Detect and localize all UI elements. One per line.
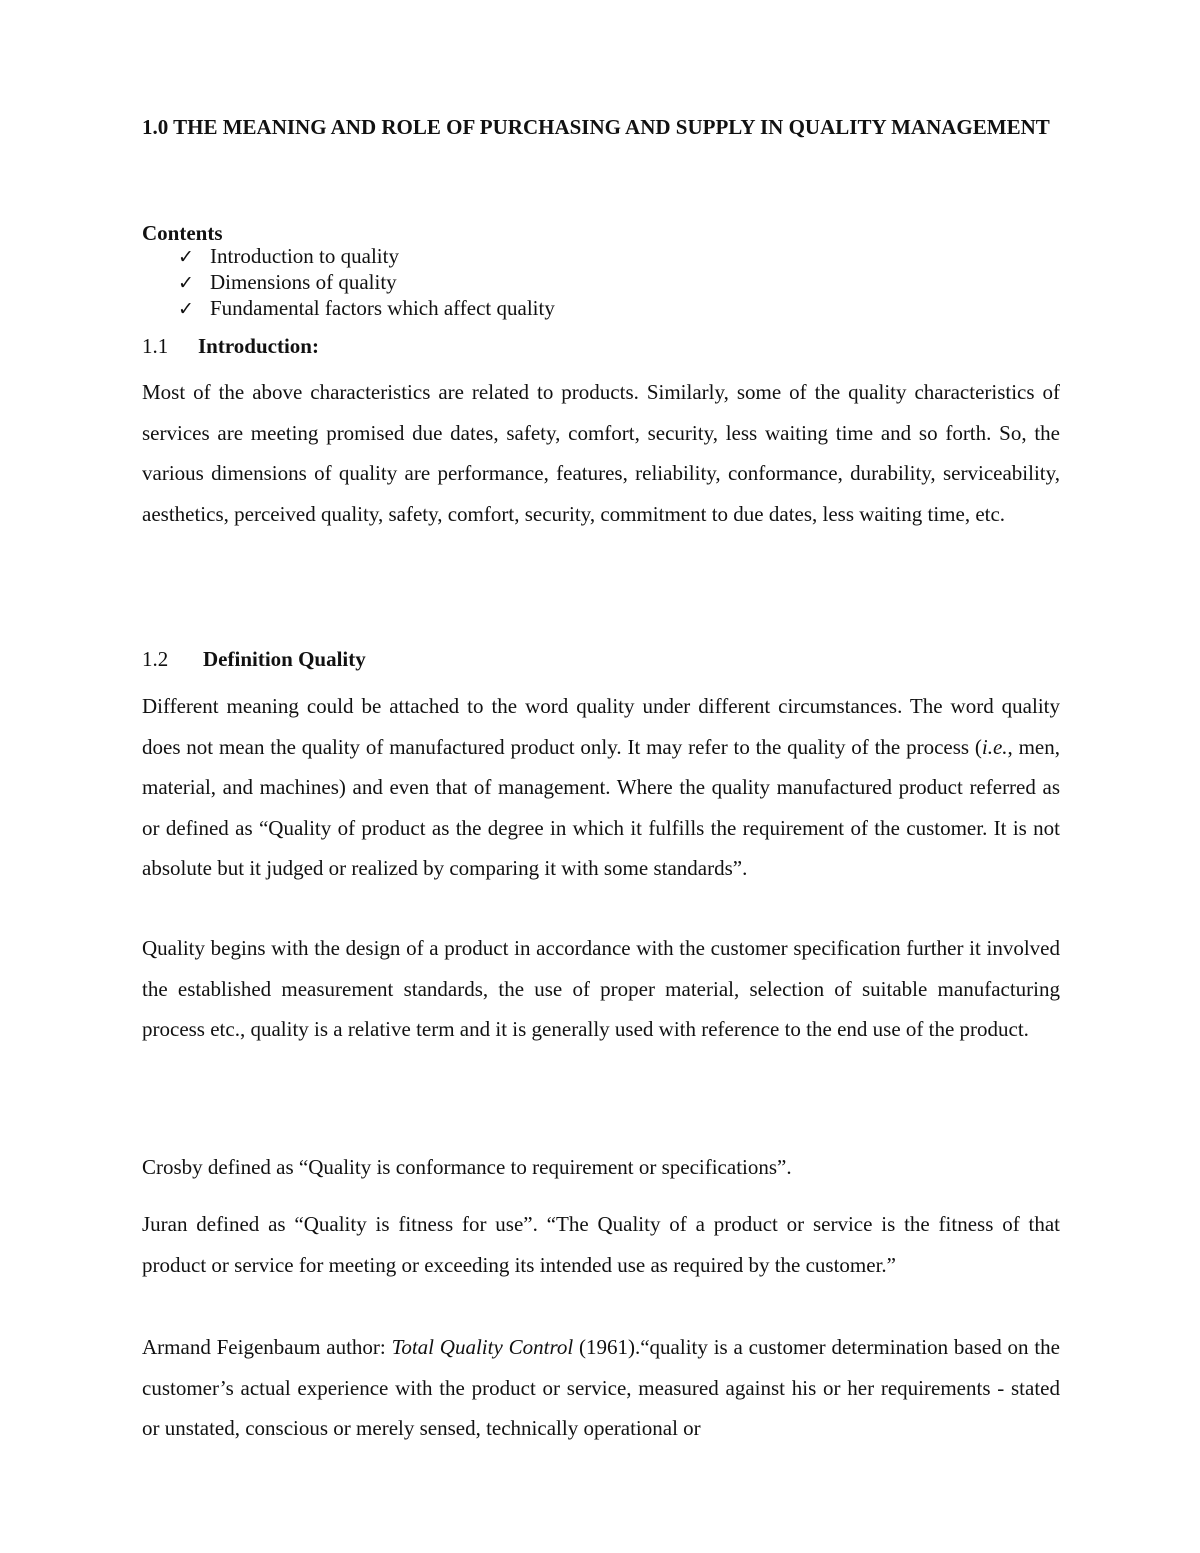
definition-text-end: , men, material, and machines) and even that of management. Where the quality manufactured product referred as or defined as “Quality of product as the degree in which it fulfills the requirement of the customer. It is not absolute but it judged or realized by comparing it with some standards”. bbox=[142, 734, 1061, 880]
definition-text-italic: i.e. bbox=[981, 734, 1008, 759]
definition-paragraph bbox=[142, 686, 1060, 889]
contents-item-label: Dimensions of quality bbox=[210, 270, 397, 294]
section-1-1-heading bbox=[142, 333, 319, 359]
section-1-2-heading bbox=[142, 646, 366, 672]
contents-list bbox=[178, 244, 555, 322]
book-title: Total Quality Control bbox=[391, 1335, 574, 1359]
document-title: 1.0 THE MEANING AND ROLE OF PURCHASING AND SUPPLY IN QUALITY MANAGEMENT bbox=[142, 115, 1050, 139]
crosby-definition: Crosby defined as “Quality is conformance to requirement or specifications”. bbox=[142, 1155, 792, 1179]
section-title: Introduction: bbox=[198, 334, 319, 358]
contents-item bbox=[178, 270, 555, 296]
check-icon: ✓ bbox=[178, 273, 194, 294]
feigenbaum-text-end: (1961).“quality is a customer determination based on the customer’s actual experience with the product or service, measured against his or her requirements - stated or unstated, conscious or merely sensed, technically operational or bbox=[142, 1335, 1060, 1440]
section-title: Definition Quality bbox=[203, 647, 366, 671]
check-icon: ✓ bbox=[178, 247, 194, 268]
feigenbaum-definition bbox=[142, 1327, 1060, 1449]
check-icon: ✓ bbox=[178, 299, 194, 320]
section-number: 1.1 bbox=[142, 334, 169, 358]
feigenbaum-text-start: Armand Feigenbaum author: bbox=[142, 1335, 392, 1359]
contents-item bbox=[178, 296, 555, 322]
introduction-paragraph: Most of the above characteristics are related to products. Similarly, some of the quality characteristics of services are meeting promised due dates, safety, comfort, security, less waiting time and so forth. So, the various dimensions of quality are performance, features, reliability, conformance, durability, serviceability, aesthetics, perceived quality, safety, comfort, security, commitment to due dates, less waiting time, etc. bbox=[142, 380, 1060, 526]
contents-item-label: Introduction to quality bbox=[210, 244, 399, 268]
juran-definition: Juran defined as “Quality is fitness for use”. “The Quality of a product or service is the fitness of that product or service for meeting or exceeding its intended use as required by the customer.” bbox=[142, 1212, 1060, 1277]
section-number: 1.2 bbox=[142, 647, 169, 671]
contents-item bbox=[178, 244, 555, 270]
definition-text-start: Different meaning could be attached to the word quality under different circumstances. The word quality does not mean the quality of manufactured product only. It may refer to the quality of the process ( bbox=[142, 694, 1060, 759]
contents-item-label: Fundamental factors which affect quality bbox=[210, 296, 555, 320]
contents-heading: Contents bbox=[142, 221, 223, 245]
quality-design-paragraph: Quality begins with the design of a product in accordance with the customer specification further it involved the established measurement standards, the use of proper material, selection of suitable manufacturing process etc., quality is a relative term and it is generally used with reference to the end use of the product. bbox=[142, 936, 1060, 1041]
